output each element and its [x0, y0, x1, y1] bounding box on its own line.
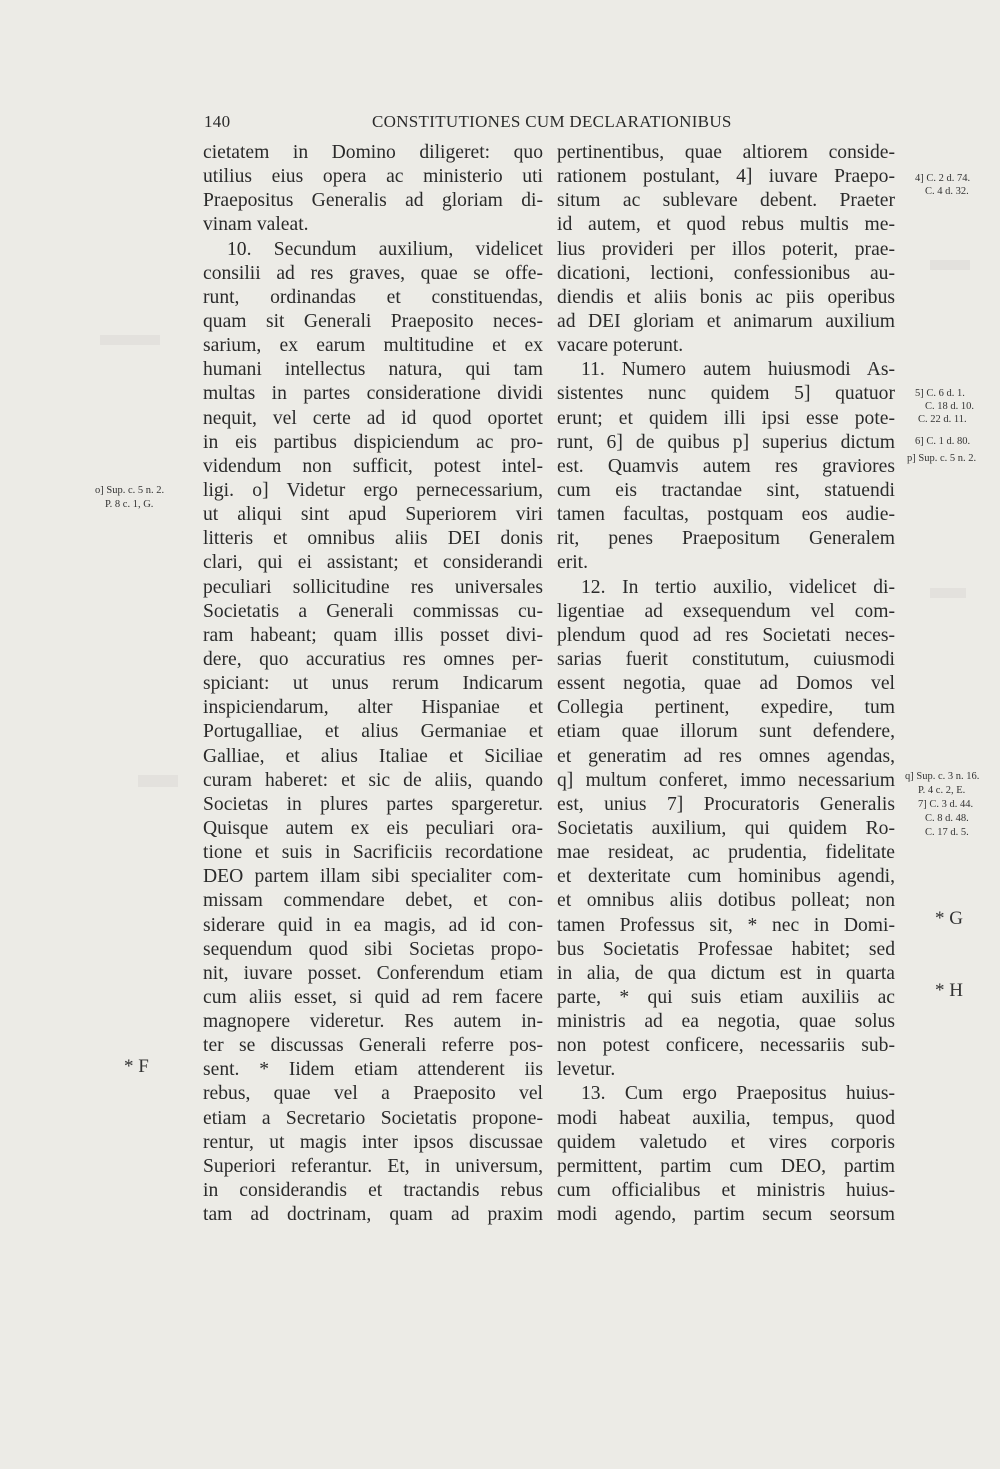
- text-line: erit.: [557, 552, 589, 574]
- text-line: cum aliis esset, si quid ad rem facere: [203, 986, 543, 1008]
- text-line: cum eis tractandae sint, statuendi: [557, 479, 895, 501]
- text-line: in eis partibus dispiciendum ac pro-: [203, 431, 543, 453]
- text-line: sarium, ex earum multitudine et ex: [203, 335, 543, 357]
- text-line: 13. Cum ergo Praepositus huius-: [581, 1083, 895, 1105]
- text-line: ram habeant; quam illis posset divi-: [203, 624, 543, 646]
- text-line: quam sit Generali Praeposito neces-: [203, 310, 543, 332]
- text-line: in alia, de qua dictum est in quarta: [557, 962, 895, 984]
- text-line: mae resideat, ac prudentia, fidelitate: [557, 842, 895, 864]
- text-line: magnopere videretur. Res autem in-: [203, 1011, 543, 1033]
- text-line: ad DEI gloriam et animarum auxilium: [557, 310, 895, 332]
- text-line: tamen facultas, postquam eos audie-: [557, 504, 895, 526]
- text-line: et generatim ad res omnes agendas,: [557, 745, 895, 767]
- text-line: dere, quo accuratius res omnes per-: [203, 648, 543, 670]
- text-line: sistentes nunc quidem 5] quatuor: [557, 383, 895, 405]
- text-line: rationem postulant, 4] iuvare Praepo-: [557, 166, 895, 188]
- text-line: modi agendo, partim secum seorsum: [557, 1204, 895, 1226]
- text-line: Societas in plures partes spargeretur.: [203, 793, 543, 815]
- text-line: inspiciendarum, alter Hispaniae et: [203, 697, 543, 719]
- margin-note-q-2: P. 4 c. 2, E.: [918, 785, 966, 796]
- text-line: litteris et omnibus aliis DEI donis: [203, 528, 543, 550]
- text-line: et dexteritate cum hominibus agendi,: [557, 866, 895, 888]
- text-line: ministris ad ea negotia, quae solus: [557, 1011, 895, 1033]
- text-line: vacare poterunt.: [557, 335, 684, 357]
- text-line: Collegia pertinent, expedire, tum: [557, 697, 895, 719]
- text-line: vinam valeat.: [203, 214, 309, 236]
- text-line: ter se discussas Generali referre pos-: [203, 1035, 543, 1057]
- text-line: etiam quae illorum sunt defendere,: [557, 721, 895, 743]
- text-line: Superiori referantur. Et, in universum,: [203, 1155, 543, 1177]
- text-line: erunt; et quidem illi ipsi esse pote-: [557, 407, 895, 429]
- margin-note-o-ref-1: o] Sup. c. 5 n. 2.: [95, 485, 165, 496]
- text-line: ligi. o] Videtur ergo pernecessarium,: [203, 479, 543, 501]
- text-line: Portugalliae, et alius Germaniae et: [203, 721, 543, 743]
- text-line: in considerandis et tractandis rebus: [203, 1180, 543, 1202]
- text-line: Quisque autem ex eis peculiari ora-: [203, 817, 543, 839]
- margin-star-h: * H: [935, 980, 963, 1001]
- text-line: utilius eius opera ac ministerio uti: [203, 166, 543, 188]
- text-line: multas in partes consideratione dividi: [203, 383, 543, 405]
- text-line: Galliae, et alius Italiae et Siciliae: [203, 745, 543, 767]
- text-line: dicationi, lectioni, confessionibus au-: [557, 262, 895, 284]
- margin-star-f: * F: [124, 1056, 149, 1077]
- text-line: nit, iuvare posset. Conferendum etiam: [203, 962, 543, 984]
- right-text-column: [557, 141, 895, 1227]
- margin-note-5-1: 5] C. 6 d. 1.: [915, 388, 965, 399]
- text-line: peculiari sollicitudine res universales: [203, 576, 543, 598]
- text-line: DEO partem illam sibi specialiter com-: [203, 866, 543, 888]
- margin-star-g: * G: [935, 908, 963, 929]
- left-text-column: [203, 141, 543, 1227]
- bleed-through-mark: [930, 588, 966, 598]
- margin-note-7-1: 7] C. 3 d. 44.: [918, 799, 974, 810]
- bleed-through-mark: [930, 260, 970, 270]
- margin-note-q-1: q] Sup. c. 3 n. 16.: [905, 771, 980, 782]
- margin-note-7-2: C. 8 d. 48.: [925, 813, 969, 824]
- text-line: 10. Secundum auxilium, videlicet: [227, 238, 543, 260]
- text-line: sequendum quod sibi Societas propo-: [203, 938, 543, 960]
- text-line: est, unius 7] Procuratoris Generalis: [557, 793, 895, 815]
- text-line: pertinentibus, quae altiorem conside-: [557, 142, 895, 163]
- text-line: tam ad doctrinam, quam ad praxim: [203, 1204, 543, 1226]
- text-line: 11. Numero autem huiusmodi As-: [581, 359, 895, 381]
- text-line: rentur, ut magis inter ipsos discussae: [203, 1131, 543, 1153]
- text-line: Societatis auxilium, qui quidem Ro-: [557, 817, 895, 839]
- text-line: consilii ad res graves, quae se offe-: [203, 262, 543, 284]
- text-line: cietatem in Domino diligeret: quo: [203, 142, 543, 163]
- bleed-through-mark: [138, 775, 178, 787]
- text-line: tamen Professus sit, * nec in Domi-: [557, 914, 895, 936]
- text-line: Praepositus Generalis ad gloriam di-: [203, 190, 543, 212]
- text-line: quidem valetudo et vires corporis: [557, 1131, 895, 1153]
- margin-note-6: 6] C. 1 d. 80.: [915, 436, 971, 447]
- margin-note-4-1: 4] C. 2 d. 74.: [915, 173, 971, 184]
- margin-note-7-3: C. 17 d. 5.: [925, 827, 969, 838]
- text-line: modi habeat auxilia, tempus, quod: [557, 1107, 895, 1129]
- margin-note-4-2: C. 4 d. 32.: [925, 186, 969, 197]
- text-line: parte, * qui suis etiam auxiliis ac: [557, 986, 895, 1008]
- text-line: et omnibus aliis dotibus polleat; non: [557, 890, 895, 912]
- page-number: 140: [204, 112, 231, 131]
- text-line: missam commendare debet, et con-: [203, 890, 543, 912]
- text-line: diendis et aliis bonis ac piis operibus: [557, 286, 895, 308]
- text-line: ligentiae ad exsequendum vel com-: [557, 600, 895, 622]
- text-line: plendum quod ad res Societati neces-: [557, 624, 895, 646]
- bleed-through-mark: [100, 335, 160, 345]
- text-line: sent. * Iidem etiam attenderent iis: [203, 1059, 543, 1081]
- text-line: siderare quid in ea magis, ad id con-: [203, 914, 543, 936]
- text-line: levetur.: [557, 1059, 616, 1081]
- text-line: Societatis a Generali commissas cu-: [203, 600, 543, 622]
- text-line: 12. In tertio auxilio, videlicet di-: [581, 576, 895, 598]
- text-line: cum officialibus et ministris huius-: [557, 1180, 895, 1202]
- text-line: ut aliqui sint apud Superiorem viri: [203, 504, 543, 526]
- margin-note-5-2: C. 18 d. 10.: [925, 401, 975, 412]
- margin-note-p: p] Sup. c. 5 n. 2.: [907, 453, 977, 464]
- text-line: runt, 6] de quibus p] superius dictum: [557, 431, 895, 453]
- text-line: runt, ordinandas et constituendas,: [203, 286, 543, 308]
- text-line: lius provideri per illos poterit, prae-: [557, 238, 895, 260]
- text-line: curam haberet: et sic de aliis, quando: [203, 769, 543, 791]
- text-line: clari, qui ei assistant; et considerandi: [203, 552, 543, 574]
- text-line: spiciant: ut unus rerum Indicarum: [203, 673, 543, 695]
- text-line: nequit, vel certe ad id quod oportet: [203, 407, 543, 429]
- text-line: situm ac sublevare debent. Praeter: [557, 190, 895, 212]
- text-line: videndum non sufficit, potest intel-: [203, 455, 543, 477]
- text-line: etiam a Secretario Societatis propone-: [203, 1107, 543, 1129]
- text-line: est. Quamvis autem res graviores: [557, 455, 895, 477]
- text-line: humani intellectus natura, qui tam: [203, 359, 543, 381]
- text-line: q] multum conferet, immo necessarium: [557, 769, 895, 791]
- text-line: sarias fuerit constitutum, cuiusmodi: [557, 648, 895, 670]
- text-line: permittent, partim cum DEO, partim: [557, 1155, 895, 1177]
- text-line: essent negotia, quae ad Domos vel: [557, 673, 895, 695]
- text-line: rebus, quae vel a Praeposito vel: [203, 1083, 543, 1105]
- margin-note-o-ref-2: P. 8 c. 1, G.: [105, 499, 154, 510]
- text-line: id autem, et quod rebus multis me-: [557, 214, 895, 236]
- text-line: bus Societatis Professae habitet; sed: [557, 938, 895, 960]
- text-line: tione et suis in Sacrificiis recordatione: [203, 842, 543, 864]
- running-title: CONSTITUTIONES CUM DECLARATIONIBUS: [372, 112, 732, 131]
- margin-note-5-3: C. 22 d. 11.: [918, 414, 967, 425]
- text-line: non potest conficere, necessariis sub-: [557, 1035, 895, 1057]
- text-line: rit, penes Praepositum Generalem: [557, 528, 895, 550]
